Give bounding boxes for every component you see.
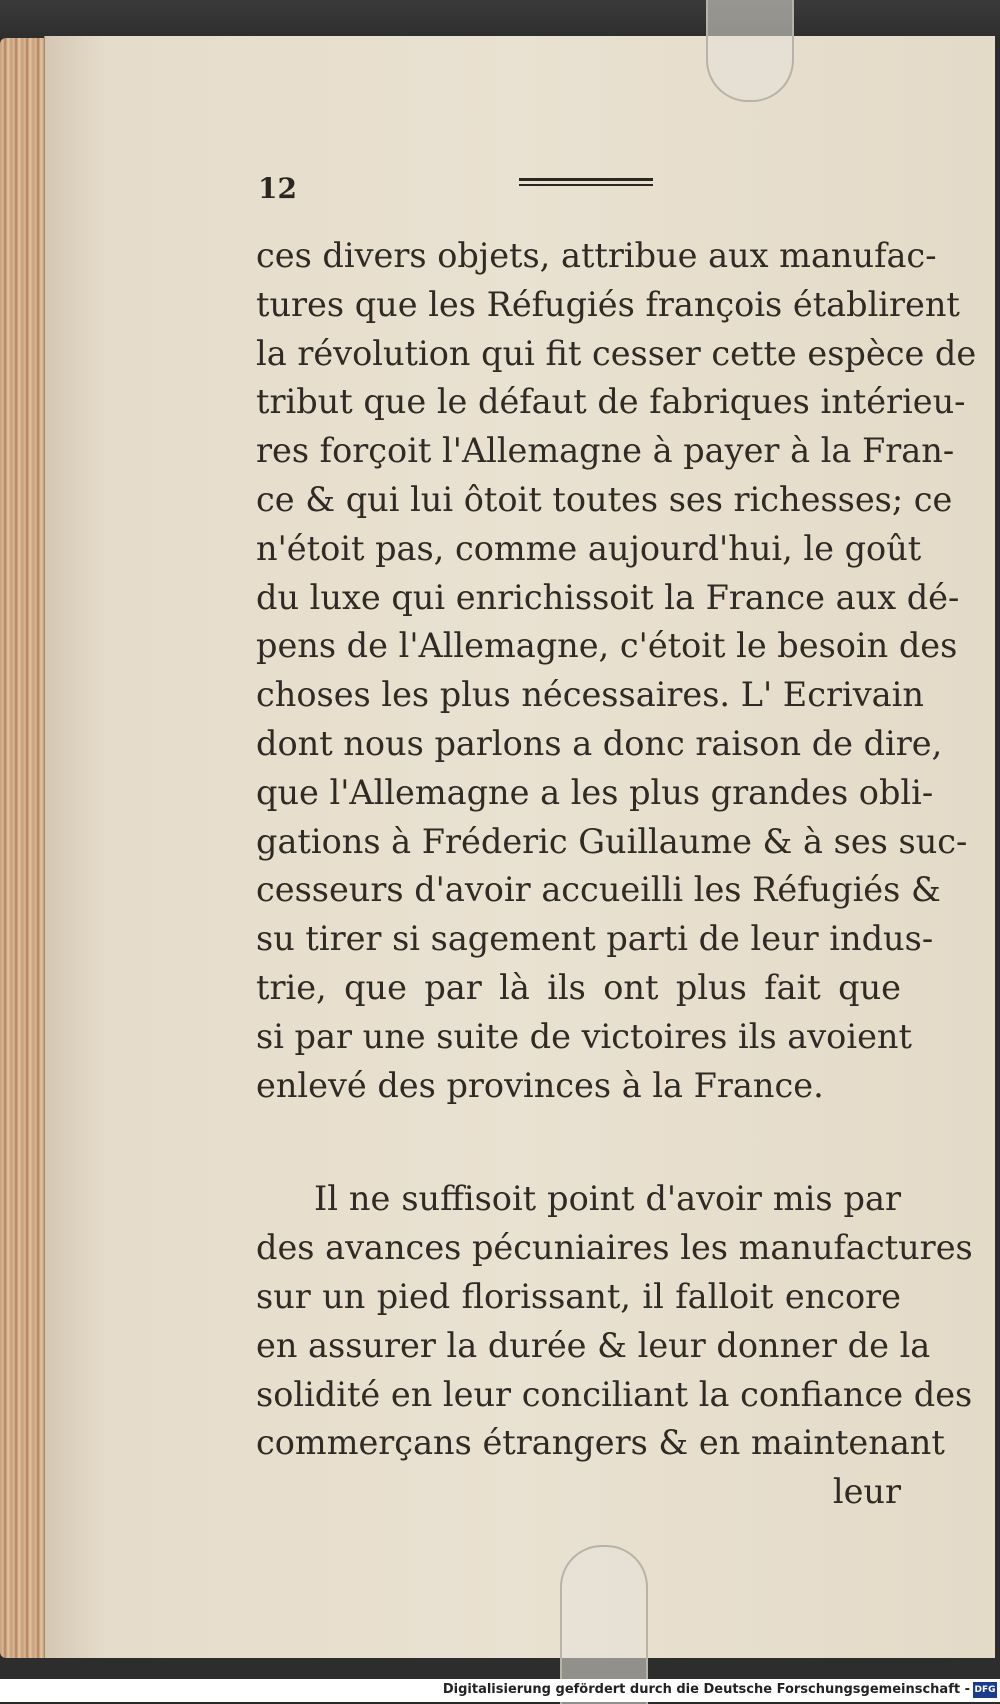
text-line: trie, que par là ils ont plus fait que [256, 967, 901, 1007]
text-line: ces divers objets, attribue aux manufac- [256, 236, 937, 275]
text-line: commerçans étrangers & en maintenant [256, 1423, 945, 1463]
text-line: choses les plus nécessaires. L' Ecrivain [256, 675, 924, 715]
paragraph-2 [256, 1175, 973, 1517]
page-clip-top [706, 0, 794, 102]
text-line: solidité en leur conciliant la confiance des [256, 1374, 973, 1414]
text-line: n'étoit pas, comme aujourd'hui, le goût [256, 528, 922, 568]
text-line: tures que les Réfugiés françois établirent [256, 284, 960, 324]
text-line: du luxe qui enrichissoit la France aux dé- [256, 577, 960, 617]
text-line: la révolution qui fit cesser cette espèce de [256, 333, 977, 373]
paragraph-1 [256, 232, 977, 1110]
text-line: si par une suite de victoires ils avoient [256, 1016, 912, 1056]
footer-credit: Digitalisierung gefördert durch die Deutsche Forschungsgemeinschaft - [442, 1682, 970, 1697]
text-line: gations à Fréderic Guillaume & à ses suc- [256, 821, 968, 861]
text-line: cesseurs d'avoir accueilli les Réfugiés & [256, 870, 941, 910]
catchword: leur [832, 1472, 901, 1512]
text-line: en assurer la durée & leur donner de la [256, 1325, 931, 1365]
body-text [256, 232, 977, 1517]
text-line: Il ne suffisoit point d'avoir mis par [314, 1179, 901, 1219]
text-line: dont nous parlons a donc raison de dire, [256, 723, 943, 763]
text-line: enlevé des provinces à la France. [256, 1065, 824, 1105]
text-line: sur un pied florissant, il falloit encore [256, 1276, 901, 1316]
page-number: 12 [258, 172, 297, 205]
header-ornament [519, 178, 653, 190]
footer-bar [0, 1679, 1000, 1702]
text-line: des avances pécuniaires les manufactures [256, 1228, 973, 1268]
dfg-logo-icon: DFG [973, 1682, 997, 1698]
text-line: res forçoit l'Allemagne à payer à la Fran- [256, 431, 955, 471]
text-line: ce & qui lui ôtoit toutes ses richesses; ce [256, 479, 953, 519]
text-line: pens de l'Allemagne, c'étoit le besoin des [256, 626, 958, 666]
text-line: tribut que le défaut de fabriques intérieu- [256, 382, 966, 422]
text-line: su tirer si sagement parti de leur indus- [256, 919, 934, 959]
paragraph-spacer [256, 1110, 901, 1175]
text-line: que l'Allemagne a les plus grandes obli- [256, 772, 934, 812]
